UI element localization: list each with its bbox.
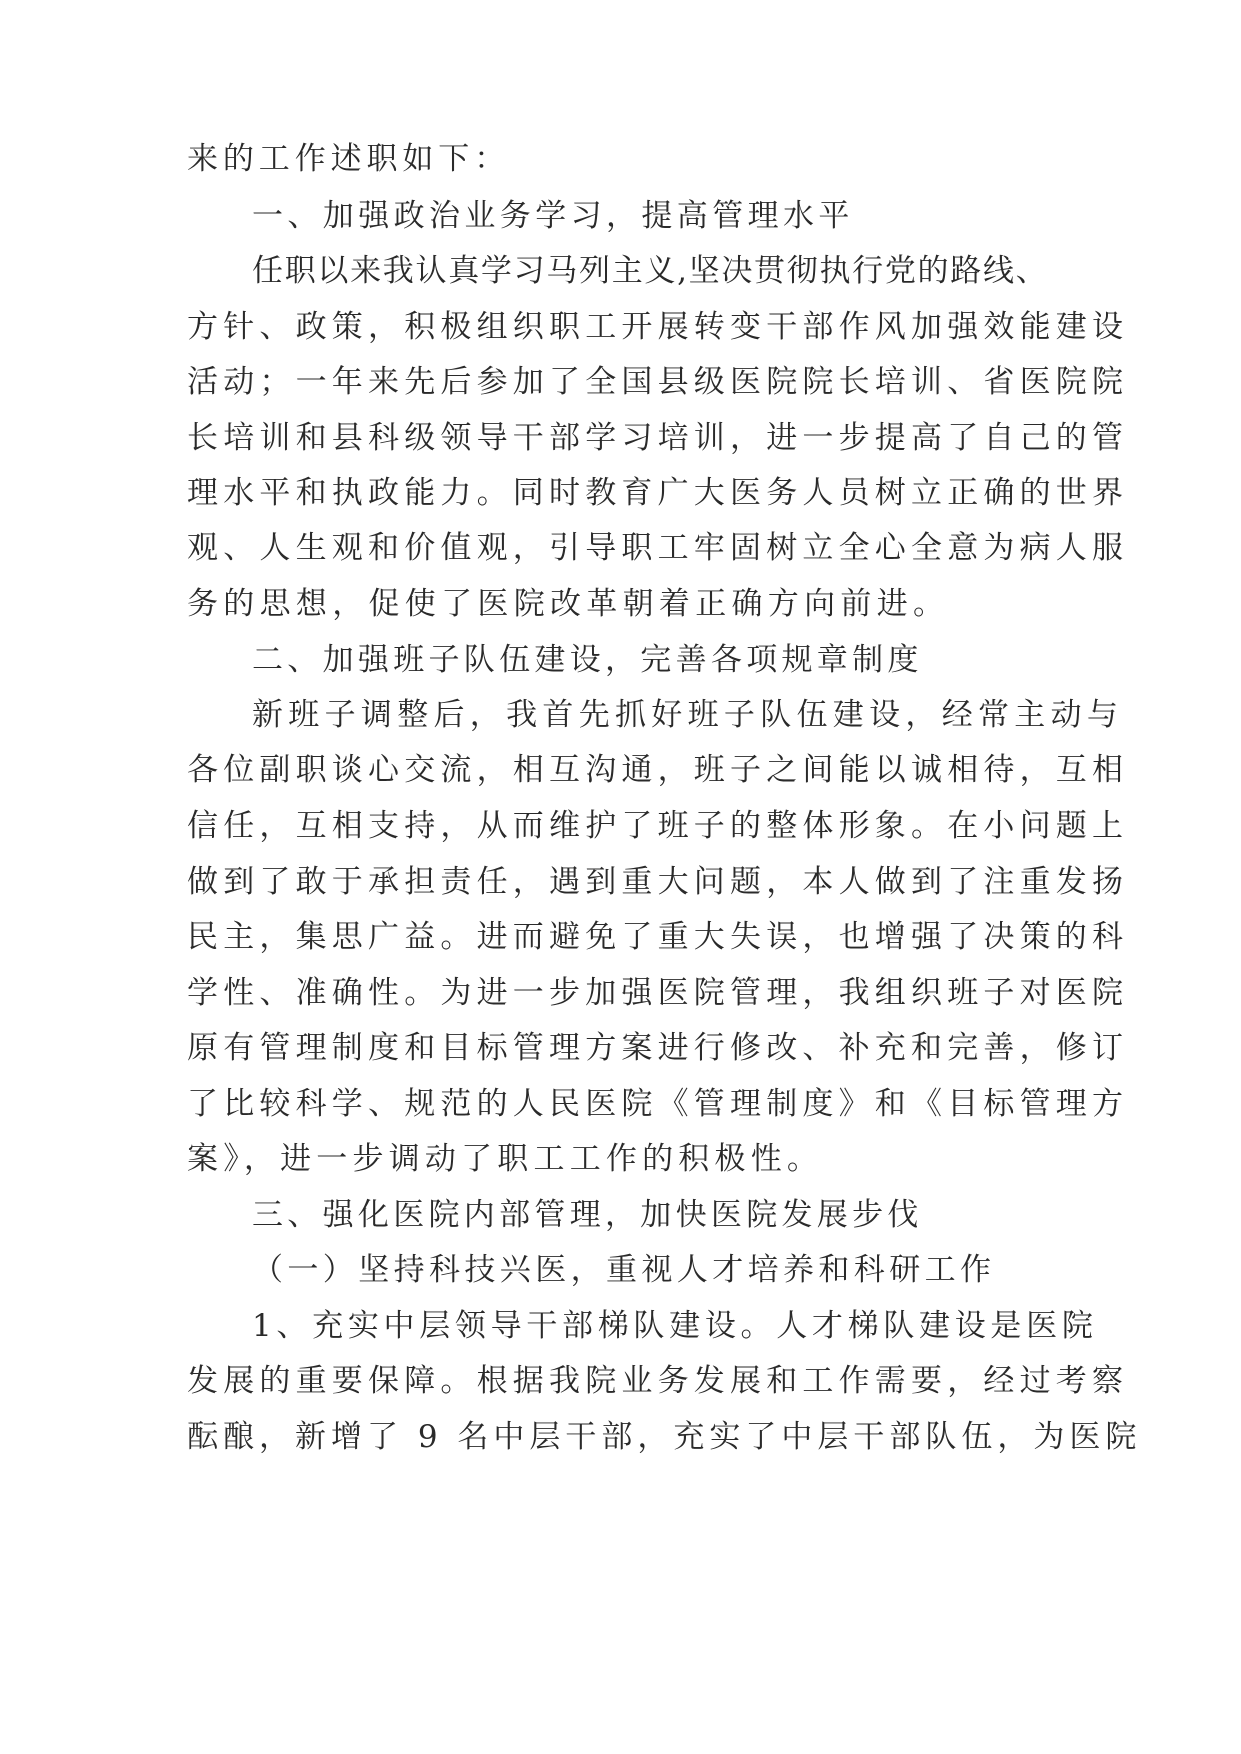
text-line: 酝酿，新增了 9 名中层干部，充实了中层干部队伍，为医院 [187, 1419, 1142, 1455]
text-line: 方针、政策，积极组织职工开展转变干部作风加强效能建设 [187, 309, 1129, 345]
text-line: 务的思想，促使了医院改革朝着正确方向前进。 [187, 586, 950, 622]
text-line: 长培训和县科级领导干部学习培训，进一步提高了自己的管 [187, 420, 1129, 456]
text-line: 案》，进一步调动了职工工作的积极性。 [187, 1141, 824, 1177]
subsection-heading: （一）坚持科技兴医，重视人才培养和科研工作 [252, 1252, 996, 1288]
text-line: 新班子调整后，我首先抓好班子队伍建设，经常主动与 [252, 697, 1124, 733]
text-line: 原有管理制度和目标管理方案进行修改、补充和完善，修订 [187, 1030, 1129, 1066]
section-heading: 二、加强班子队伍建设，完善各项规章制度 [252, 642, 923, 678]
text-line: 来的工作述职如下： [187, 141, 511, 177]
text-line: 观、人生观和价值观，引导职工牢固树立全心全意为病人服 [187, 530, 1129, 566]
section-heading: 三、强化医院内部管理，加快医院发展步伐 [252, 1197, 923, 1233]
text-line: 1、充实中层领导干部梯队建设。人才梯队建设是医院 [252, 1308, 1098, 1344]
text-line: 发展的重要保障。根据我院业务发展和工作需要，经过考察 [187, 1363, 1129, 1399]
text-line: 做到了敢于承担责任，遇到重大问题，本人做到了注重发扬 [187, 864, 1129, 900]
text-line: 任职以来我认真学习马列主义,坚决贯彻执行党的路线、 [252, 253, 1049, 289]
text-line: 各位副职谈心交流，相互沟通，班子之间能以诚相待，互相 [187, 752, 1129, 788]
text-line: 活动；一年来先后参加了全国县级医院院长培训、省医院院 [187, 364, 1129, 400]
text-line: 学性、准确性。为进一步加强医院管理，我组织班子对医院 [187, 975, 1129, 1011]
section-heading: 一、加强政治业务学习，提高管理水平 [252, 198, 854, 234]
text-line: 了比较科学、规范的人民医院《管理制度》和《目标管理方 [187, 1086, 1129, 1122]
text-line: 理水平和执政能力。同时教育广大医务人员树立正确的世界 [187, 475, 1129, 511]
text-line: 信任，互相支持，从而维护了班子的整体形象。在小问题上 [187, 808, 1129, 844]
text-line: 民主，集思广益。进而避免了重大失误，也增强了决策的科 [187, 919, 1129, 955]
